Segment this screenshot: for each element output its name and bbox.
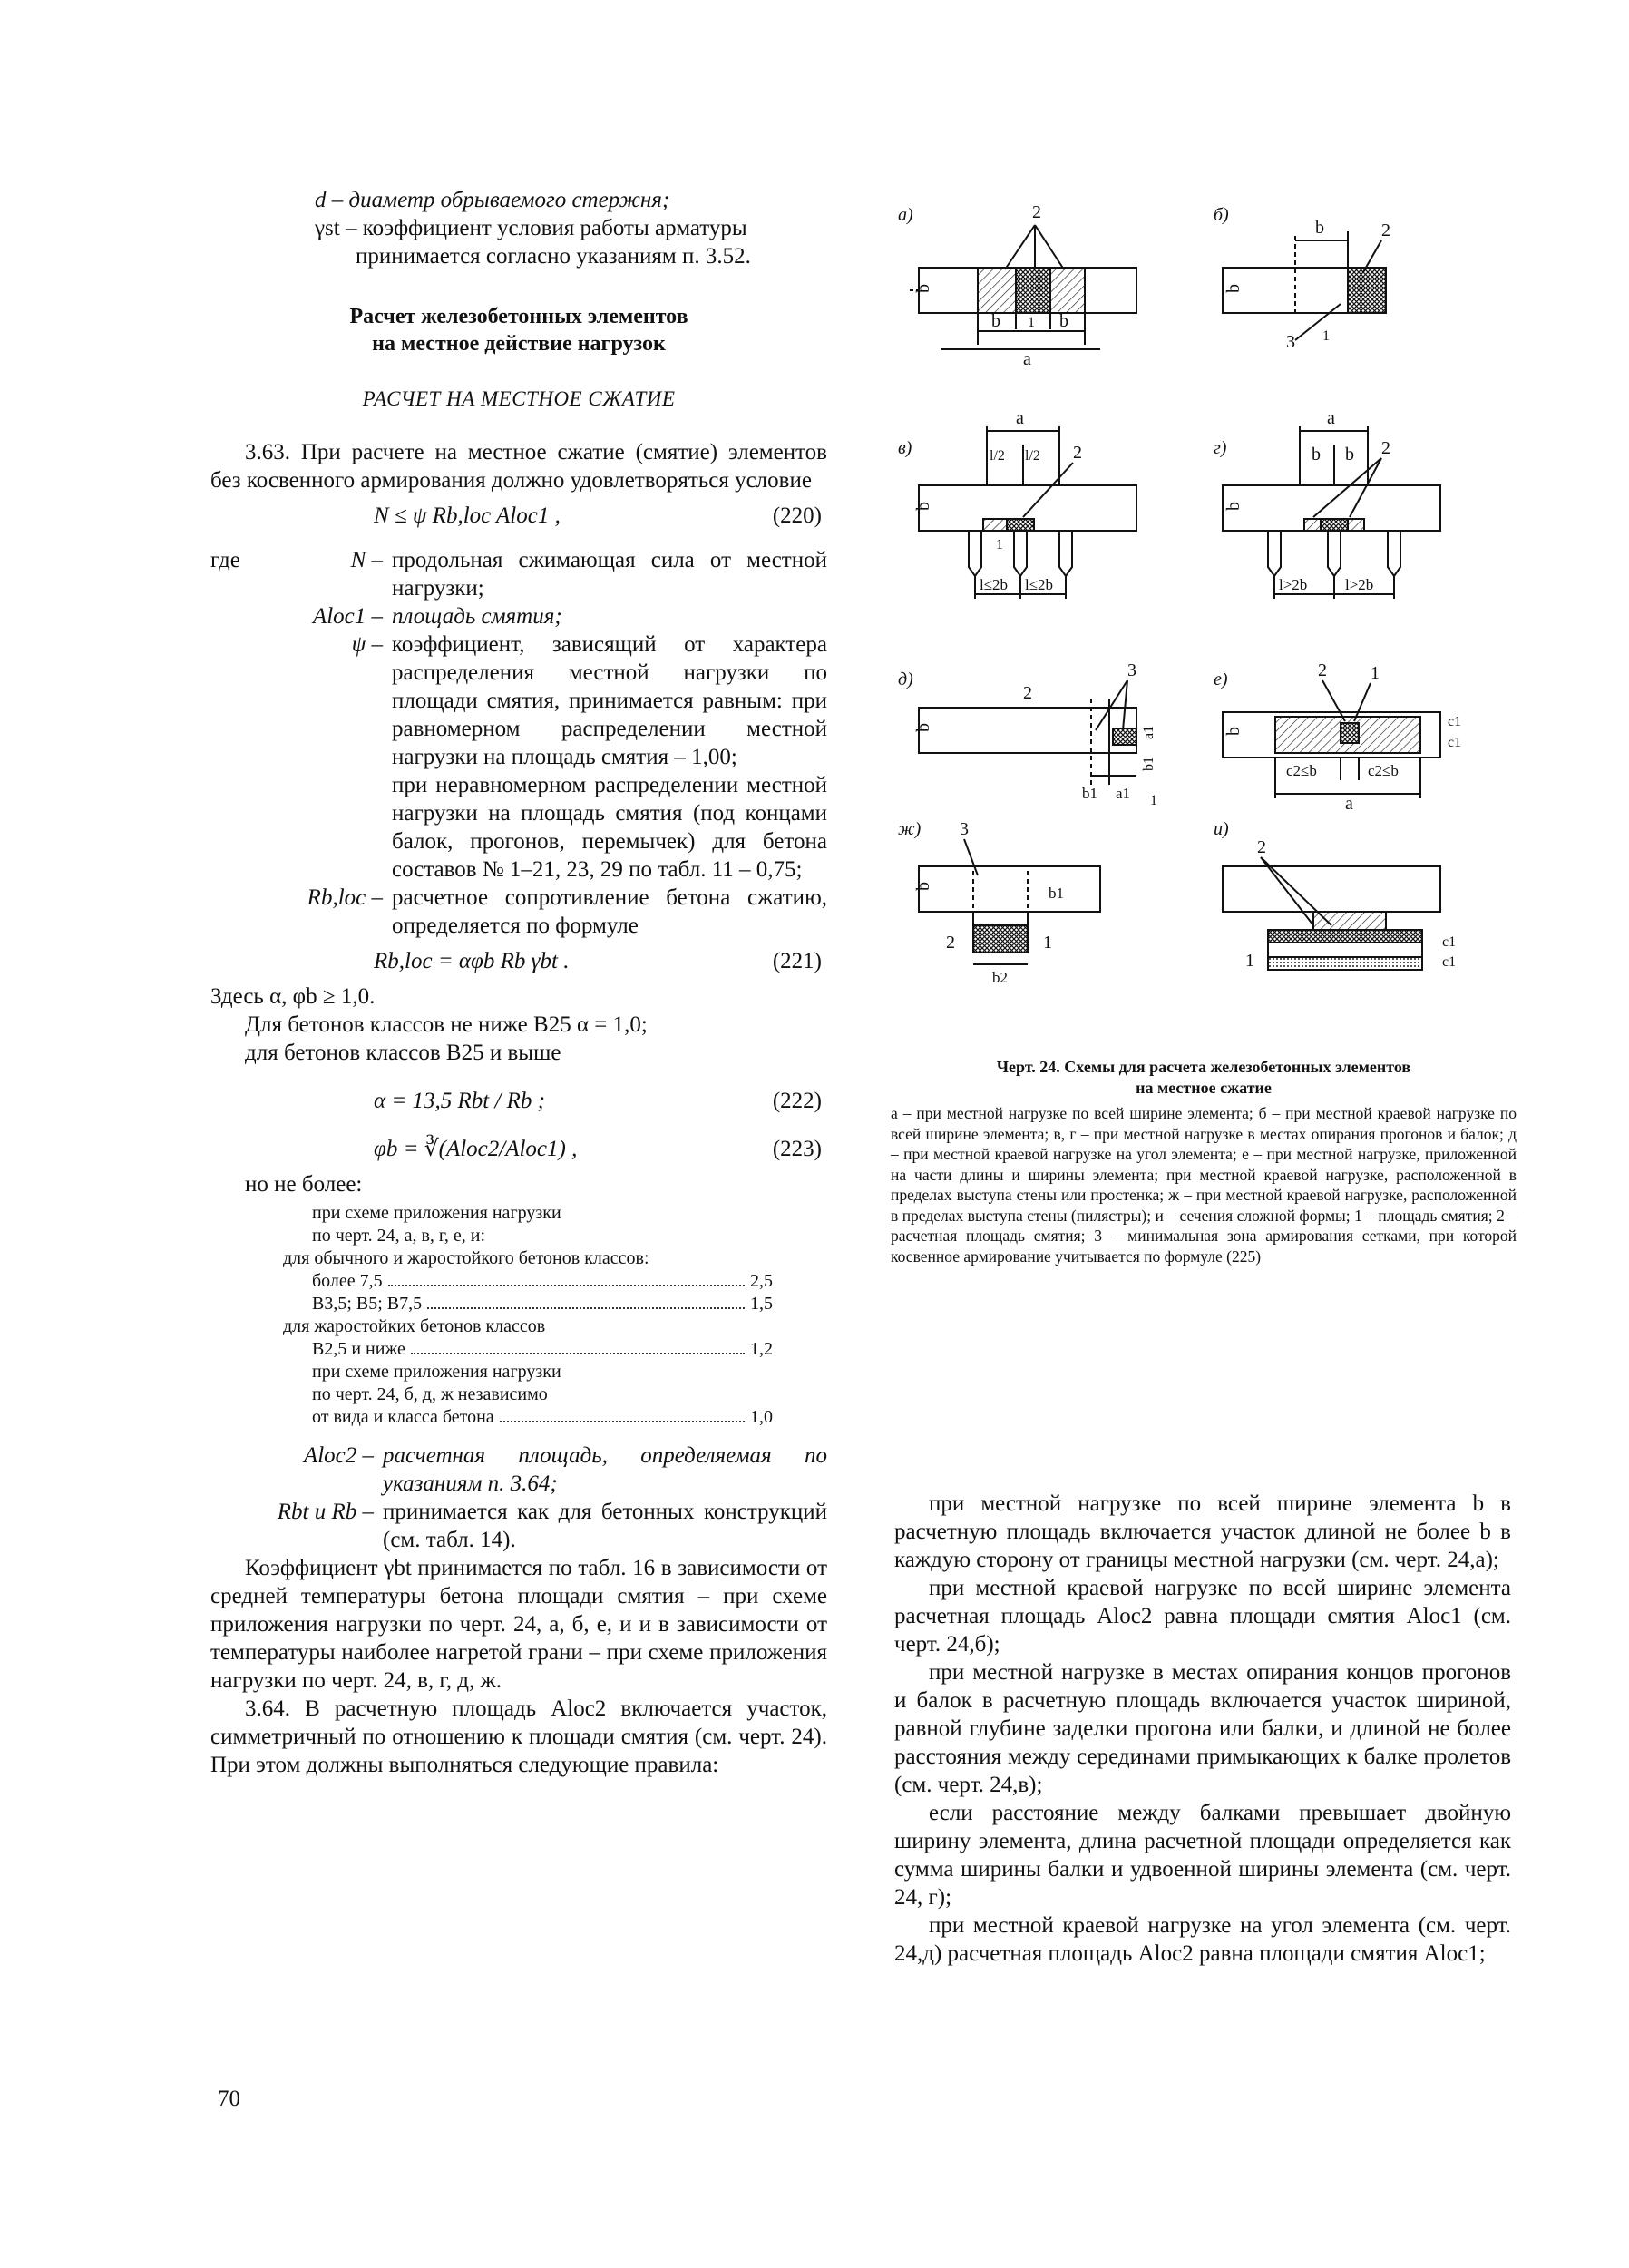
diagram-b [1214, 205, 1390, 352]
svg-text:l/2: l/2 [1025, 448, 1040, 464]
svg-text:3: 3 [1286, 332, 1295, 352]
svg-text:a: a [1023, 349, 1031, 369]
svg-text:1: 1 [996, 537, 1003, 552]
formula-223: φb = ∛(Aloc2/Aloc1) , (223) [374, 1137, 822, 1161]
svg-text:2: 2 [1257, 837, 1266, 857]
svg-text:b: b [991, 311, 1000, 331]
diagram-zh [898, 819, 1100, 984]
caption-title: Черт. 24. Схемы для расчета железобетонных элементов на местное сжатие [996, 1058, 1411, 1097]
right-column-text [894, 1490, 1511, 1968]
svg-text:1: 1 [1043, 933, 1052, 953]
svg-text:2: 2 [1023, 683, 1032, 703]
where-block: где N – продольная сжимающая сила от местной нагрузки; Aloc1 – площадь смятия; ψ – коэффициент, зависящий от характера распределения местной нагрузки по площади смятия, принимается равным: при равномерном распределении местной нагрузки на площадь смятия – 1,00; при неравномерном распределении местной нагрузки на площадь смятия (под концами балок, прогонов, перемычек) для бетона составов № 1–21, 23, 29 по табл. 11 – 0,75; Rb,loc – расчетное сопротивление бетона сжатию, определяется по формуле [210, 548, 827, 938]
svg-text:b: b [1059, 311, 1068, 331]
diagram-i [1214, 819, 1456, 971]
svg-text:l>2b: l>2b [1279, 576, 1308, 593]
subsection-title: РАСЧЕТ НА МЕСТНОЕ СЖАТИЕ [362, 387, 676, 410]
definitions-list-2: Aloc2 – расчетная площадь, определяемая по указаниям п. 3.64; Rbt и Rb – принимается как для бетонных конструкций (см. табл. 14). [277, 1443, 827, 1552]
svg-text:b: b [913, 723, 933, 732]
here-note: Здесь α, φb ≥ 1,0. [210, 984, 376, 1009]
label-i: и) [1214, 819, 1229, 839]
svg-text:b: b [1312, 445, 1321, 464]
page-number: 70 [218, 2087, 240, 2111]
rule-d: при местной краевой нагрузке на угол элемента (см. черт. 24,д) расчетная площадь Aloc2 равна площади смятия Aloc1; [894, 1913, 1511, 1966]
svg-text:a: a [1327, 408, 1335, 428]
paragraph-3-63: 3.63. При расчете на местное сжатие (смятие) элементов без косвенного армирования должно удовлетворяться условие [210, 440, 827, 493]
svg-text:2: 2 [1073, 443, 1082, 463]
diagram-a [898, 202, 1136, 369]
gamma-definition-cont: принимается согласно указаниям п. 3.52. [356, 244, 751, 269]
svg-text:b1: b1 [1049, 885, 1064, 902]
below-b25: Для бетонов классов не ниже В25 α = 1,0; [245, 1012, 648, 1037]
diagram-e [1214, 660, 1461, 814]
paragraph-3-64: 3.64. В расчетную площадь Aloc2 включается участок, симметричный по отношению к площади смятия (см. черт. 24). При этом должны выполняться следующие правила: [210, 1696, 827, 1777]
rule-g: если расстояние между балками превышает двойную ширину элемента, длина расчетной площади определяется как сумма ширины балки и удвоенной ширины элемента (см. черт. 24, г); [894, 1801, 1511, 1910]
label-a: а) [898, 205, 913, 225]
diagram-g [1214, 408, 1440, 599]
svg-text:a: a [1345, 794, 1353, 814]
formula-220: N ≤ ψ Rb,loc Aloc1 , (220) [374, 503, 822, 528]
svg-text:b: b [913, 284, 933, 293]
diagram-v [898, 408, 1136, 599]
svg-text:b: b [913, 502, 933, 511]
svg-text:b: b [1345, 445, 1354, 464]
label-d: д) [898, 670, 913, 689]
svg-text:1: 1 [1322, 328, 1330, 344]
svg-text:1: 1 [1245, 951, 1254, 971]
svg-text:l>2b: l>2b [1345, 576, 1374, 593]
formula-221: Rb,loc = αφb Rb γbt . (221) [374, 949, 822, 973]
limits-row: В3,5; В5; В7,5 1,5 [312, 1294, 773, 1314]
left-column [210, 186, 827, 1779]
svg-text:c1: c1 [1448, 714, 1462, 729]
svg-text:b1: b1 [1082, 785, 1097, 802]
definitions-list: N – продольная сжимающая сила от местной нагрузки; Aloc1 – площадь смятия; ψ – коэффициент, зависящий от характера распределения местной нагрузки по площади смятия, принимается равным: при равномерном распределении местной нагрузки на площадь смятия – 1,00; при неравномерном распределении местной нагрузки на площадь смятия (под концами балок, прогонов, перемычек) для бетона составов № 1–21, 23, 29 по табл. 11 – 0,75; Rb,loc – расчетное сопротивление бетона сжатию, определяется по формуле [307, 548, 827, 938]
svg-text:2: 2 [1381, 438, 1390, 458]
svg-text:c2≤b: c2≤b [1368, 762, 1399, 779]
svg-text:c1: c1 [1442, 954, 1457, 970]
rule-v: при местной нагрузке в местах опирания концов прогонов и балок в расчетную площадь включается участок шириной, равной глубине заделки прогона или балки, и длиной не более расстояния между серединами примыкающих к балке пролетов (см. черт. 24,в); [894, 1660, 1511, 1797]
svg-text:2: 2 [1318, 660, 1327, 680]
limits-row: В2,5 и ниже 1,2 [312, 1339, 773, 1359]
svg-text:c1: c1 [1442, 934, 1457, 950]
svg-text:2: 2 [1381, 220, 1390, 240]
svg-text:b: b [1315, 218, 1324, 238]
svg-text:l/2: l/2 [990, 448, 1005, 464]
svg-text:a1: a1 [1116, 785, 1131, 802]
svg-text:b2: b2 [992, 969, 1008, 984]
coefficient-paragraph: Коэффициент γbt принимается по табл. 16 в зависимости от средней температуры бетона площади смятия – при схеме приложения нагрузки по черт. 24, а, б, е, и и в зависимости от температуры наиболее нагретой грани – при схеме приложения нагрузки по черт. 24, в, г, д, ж. [210, 1556, 827, 1693]
caption-body: а – при местной нагрузке по всей ширине элемента; б – при местной краевой нагрузке по всей ширине элемента; в, г – при местной нагрузке в местах опирания прогонов и балок; д – при местной краевой нагрузке на угол элемента; е – при местной нагрузке, приложенной на части длины и ширины элемента; при местной краевой нагрузке, расположенной в пределах выступа стены или простенка; ж – при местной краевой нагрузке, расположенной в пределах выступа стены (пилястры); и – сечения сложной формы; 1 – площадь смятия; 2 – расчетная площадь смятия; 3 – минимальная зона армирования сетками, при которой косвенное армирование учитывается по формуле (225) [891, 1104, 1517, 1266]
label-zh: ж) [898, 819, 922, 839]
svg-text:c2≤b: c2≤b [1286, 762, 1317, 779]
svg-text:2: 2 [1032, 202, 1041, 222]
svg-text:b: b [1224, 502, 1244, 511]
rule-a: при местной нагрузке по всей ширине элемента b в расчетную площадь включается участок длиной не более b в каждую сторону от границы местной нагрузки (см. черт. 24,а); [894, 1491, 1511, 1572]
svg-text:1: 1 [1150, 793, 1157, 808]
b25-and-up: для бетонов классов В25 и выше [245, 1041, 561, 1065]
figure-caption [891, 1057, 1517, 1266]
limits-row: от вида и класса бетона 1,0 [312, 1407, 773, 1427]
label-e: е) [1214, 670, 1228, 689]
no-more-than: но не более: [245, 1172, 363, 1197]
svg-text:b1: b1 [1141, 757, 1156, 771]
label-v: в) [898, 438, 912, 458]
rule-b: при местной краевой нагрузке по всей ширине элемента расчетная площадь Aloc2 равна площади смятия Aloc1 (см. черт. 24,б); [894, 1576, 1511, 1657]
svg-text:2: 2 [946, 933, 955, 953]
svg-text:a1: a1 [1141, 725, 1156, 739]
formula-222: α = 13,5 Rbt / Rb ; (222) [374, 1089, 822, 1113]
d-definition: d – диаметр обрываемого стержня; [315, 188, 670, 212]
svg-text:1: 1 [1028, 315, 1035, 330]
svg-text:b: b [1224, 727, 1244, 736]
limits-table: при схеме приложения нагрузки по черт. 24, а, в, г, е, и: для обычного и жаростойкого бетонов классов: более 7,5 2,5 В3,5; В5; В7,5 1,5 для жаростойких бетонов классов В2,5 и ниже 1,2 при схеме приложения нагрузки по черт. 24, б, д, ж независимо от вида и класса бетона 1,0 [283, 1203, 773, 1427]
svg-text:b: b [1224, 284, 1244, 293]
gamma-definition: γst – коэффициент условия работы арматуры [315, 216, 747, 240]
svg-text:3: 3 [960, 819, 969, 839]
label-g: г) [1214, 438, 1227, 458]
figure-24-drawing [887, 195, 1522, 984]
svg-text:l≤2b: l≤2b [980, 576, 1009, 593]
diagram-d [898, 660, 1157, 808]
svg-text:b: b [913, 882, 933, 891]
limits-row: более 7,5 2,5 [312, 1271, 773, 1291]
section-title: Расчет железобетонных элементов на местное действие нагрузок [349, 305, 688, 356]
svg-text:c1: c1 [1448, 735, 1462, 750]
label-b: б) [1214, 205, 1229, 225]
svg-text:l≤2b: l≤2b [1025, 576, 1054, 593]
svg-text:1: 1 [1371, 663, 1380, 683]
svg-text:a: a [1016, 408, 1024, 428]
svg-text:3: 3 [1127, 660, 1136, 680]
